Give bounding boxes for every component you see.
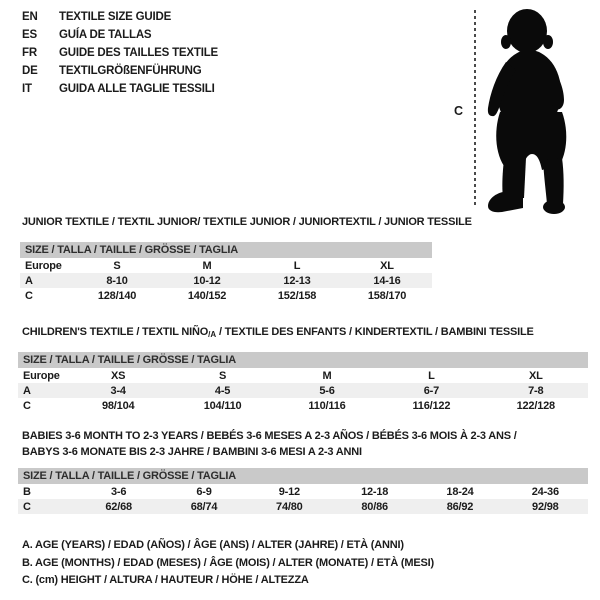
children-table-title [22,324,534,343]
table-row [20,273,432,288]
row-label: C [23,399,31,412]
cell: 128/140 [97,289,137,302]
cell: 4-5 [170,383,274,398]
cell: 116/122 [412,399,451,412]
cell: 92/98 [503,499,588,514]
lang-code: EN [22,11,38,23]
lang-code: ES [22,29,37,41]
row-label: Europe [23,369,60,382]
size-header-cell: SIZE / TALLA / TAILLE / GRÖSSE / TAGLIA [18,468,588,484]
cell: 68/74 [161,499,246,514]
children-title-subscript: /A [208,330,217,339]
cell: S [219,369,227,382]
children-title-prefix: CHILDREN'S TEXTILE / TEXTIL NIÑO [22,326,209,338]
cell: 18-24 [446,485,474,498]
lang-row-en [22,8,218,26]
cell: M [202,259,212,272]
cell: 9-12 [278,485,300,498]
cell: 3-6 [111,485,127,498]
cell: 122/128 [516,399,555,412]
table-header-row [20,242,432,258]
lang-code: IT [22,83,32,95]
row-label: A [20,273,72,288]
cell: L [293,259,301,272]
cell: 110/116 [308,399,346,412]
cell: 6-9 [196,485,212,498]
cell: 5-6 [275,383,379,398]
footnotes [22,537,434,590]
lang-label: GUÍA DE TALLAS [59,29,152,41]
lang-code: FR [22,47,37,59]
lang-label: GUIDE DES TAILLES TEXTILE [59,47,218,59]
lang-label: TEXTILE SIZE GUIDE [59,11,172,23]
babies-size-table [18,468,588,514]
row-label: C [25,289,33,302]
baby-silhouette-image [486,4,576,216]
cell: XS [111,369,126,382]
cell: 8-10 [72,273,162,288]
cell: 152/158 [277,289,317,302]
cell: XL [528,369,543,382]
height-measure-dashed-line [474,10,476,206]
cell: 3-4 [66,383,170,398]
language-title-list [22,8,218,98]
cell: M [322,369,332,382]
cell: 104/110 [203,399,242,412]
babies-table-title [22,428,517,460]
cell: 12-18 [361,485,389,498]
cell: L [428,369,435,382]
table-row [18,398,588,413]
cell: 140/152 [187,289,227,302]
lang-row-fr [22,44,218,62]
table-row [18,368,588,383]
footnote-a: A. AGE (YEARS) / EDAD (AÑOS) / ÂGE (ANS) / ALTER (JAHRE) / ETÀ (ANNI) [22,539,404,551]
table-row [18,484,588,499]
cell: 62/68 [76,499,161,514]
cell: XL [380,259,394,272]
cell: 6-7 [379,383,483,398]
cell: 98/104 [101,399,135,412]
cell: 74/80 [247,499,332,514]
cell: S [113,259,121,272]
cell: 86/92 [417,499,502,514]
size-header-cell: SIZE / TALLA / TAILLE / GRÖSSE / TAGLIA [18,352,588,368]
size-header-cell: SIZE / TALLA / TAILLE / GRÖSSE / TAGLIA [20,242,432,258]
junior-table-title: JUNIOR TEXTILE / TEXTIL JUNIOR/ TEXTILE JUNIOR / JUNIORTEXTIL / JUNIOR TESSILE [22,216,472,228]
cell: 24-36 [531,485,559,498]
lang-row-es [22,26,218,44]
table-header-row [18,352,588,368]
row-label: A [18,383,66,398]
table-header-row [18,468,588,484]
babies-title-line2: BABYS 3-6 MONATE BIS 2-3 JAHRE / BAMBINI 3-6 MESI A 2-3 ANNI [22,446,362,458]
cell: 80/86 [332,499,417,514]
junior-size-table [20,242,432,303]
children-title-suffix: / TEXTILE DES ENFANTS / KINDERTEXTIL / BAMBINI TESSILE [216,326,534,338]
table-row [20,258,432,273]
lang-row-it [22,80,218,98]
table-row [18,499,588,514]
lang-code: DE [22,65,38,77]
table-row [20,288,432,303]
cell: 7-8 [484,383,588,398]
cell: 10-12 [162,273,252,288]
table-row [18,383,588,398]
cell: 158/170 [367,289,407,302]
cell: 14-16 [342,273,432,288]
row-label: C [18,499,76,514]
lang-row-de [22,62,218,80]
row-label: Europe [25,259,62,272]
babies-title-line1: BABIES 3-6 MONTH TO 2-3 YEARS / BEBÉS 3-6 MESES A 2-3 AÑOS / BÉBÉS 3-6 MOIS À 2-3 ANS / [22,430,517,442]
lang-label: GUIDA ALLE TAGLIE TESSILI [59,83,215,95]
height-measure-label: C [454,104,463,118]
footnote-c: C. (cm) HEIGHT / ALTURA / HAUTEUR / HÖHE / ALTEZZA [22,574,309,586]
lang-label: TEXTILGRÖßENFÜHRUNG [59,65,202,77]
footnote-b: B. AGE (MONTHS) / EDAD (MESES) / ÂGE (MOIS) / ALTER (MONATE) / ETÀ (MESI) [22,556,434,569]
children-size-table [18,352,588,413]
cell: 12-13 [252,273,342,288]
row-label: B [23,485,31,498]
